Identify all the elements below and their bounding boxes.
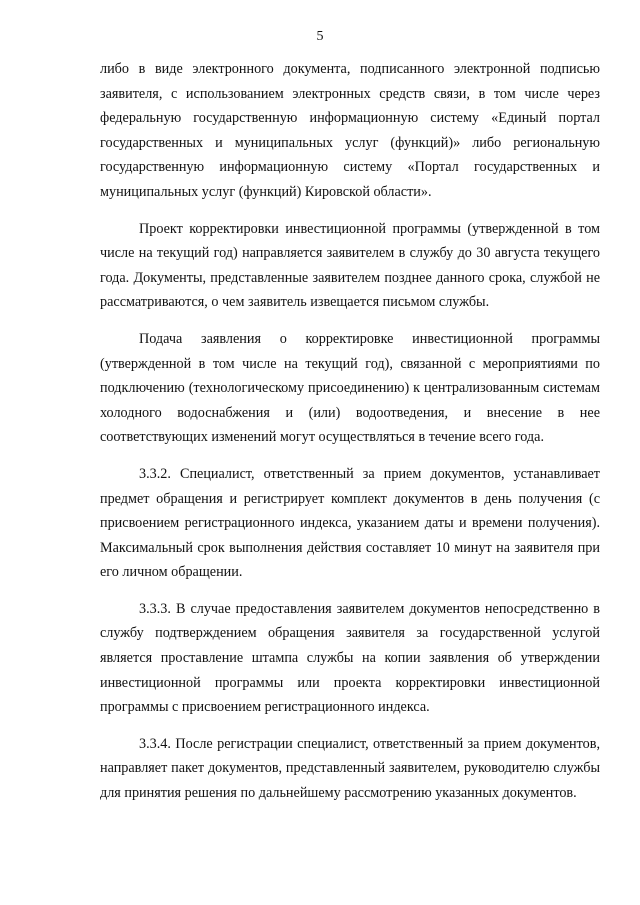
paragraph-3-3-3: 3.3.3. В случае предоставления заявителем документов непосредственно в службу подтверждением обращения заявителя за государственной услугой является проставление штампа службы на копии заявления об утверждении инвестиционной программы или проекта корректировки инвестиционной программы с присвоением регистрационного индекса. xyxy=(100,600,600,716)
paragraph-3-3-4: 3.3.4. После регистрации специалист, ответственный за прием документов, направляет пакет документов, представленный заявителем, руководителю службы для принятия решения по дальнейшему рассмотрению указанных документов. xyxy=(100,735,600,802)
paragraph-project-correction: Проект корректировки инвестиционной программы (утвержденной в том числе на текущий год) направляется заявителем в службу до 30 августа текущего года. Документы, представленные заявителем позднее данного срока, службой не рассматриваются, о чем заявитель извещается письмом службы. xyxy=(100,220,600,311)
page-number: 5 xyxy=(316,29,324,44)
paragraph-3-3-2: 3.3.2. Специалист, ответственный за прием документов, устанавливает предмет обращения и регистрирует комплект документов в день получения (с присвоением регистрационного индекса, указанием даты и времени получения). Максимальный срок выполнения действия составляет 10 минут на заявителя при его личном обращении. xyxy=(100,465,600,581)
document-body xyxy=(100,57,600,818)
paragraph-continuation: либо в виде электронного документа, подписанного электронной подписью заявителя, с использованием электронных средств связи, в том числе через федеральную государственную информационную систему «Единый портал государственных и муниципальных услуг (функций)» либо региональную государственную информационную систему «Портал государственных и муниципальных услуг (функций) Кировской области». xyxy=(100,61,600,200)
paragraph-application-submission: Подача заявления о корректировке инвестиционной программы (утвержденной в том числе на текущий год), связанной с мероприятиями по подключению (технологическому присоединению) к централизованным системам холодного водоснабжения и (или) водоотведения, и внесение в нее соответствующих изменений могут осуществляться в течение всего года. xyxy=(100,330,600,446)
